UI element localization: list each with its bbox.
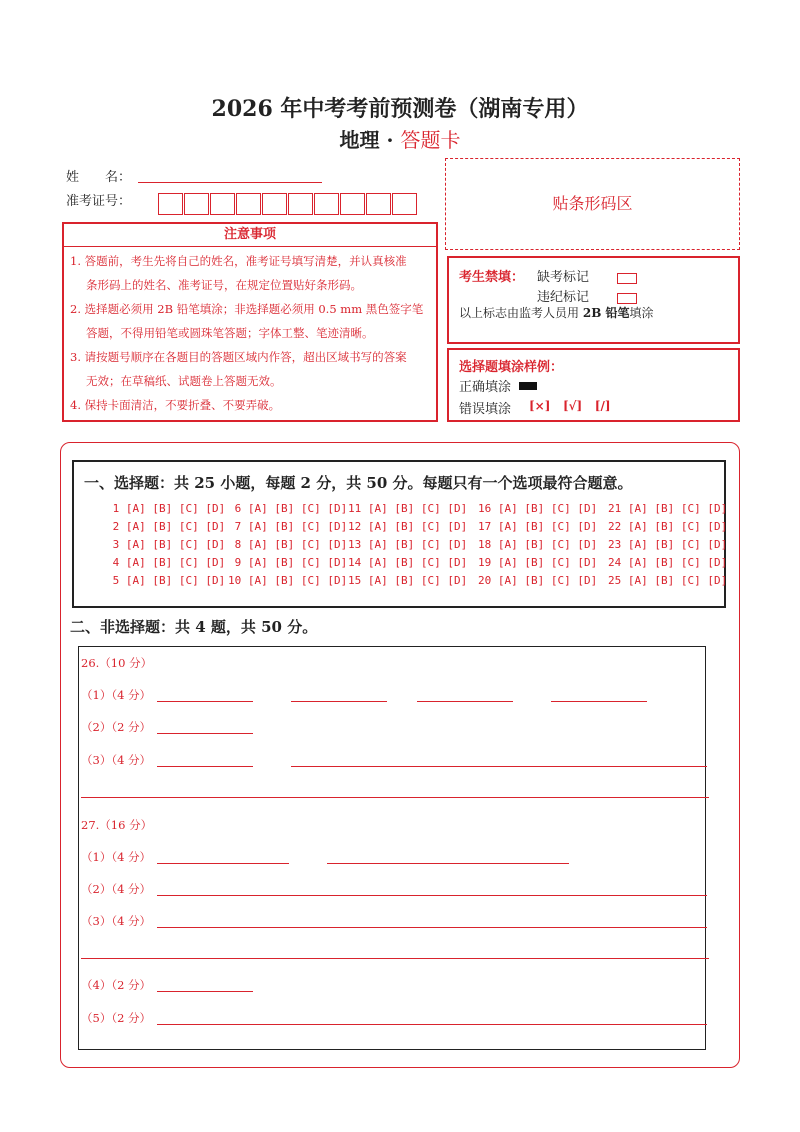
mc-options[interactable]: [A] [B] [C] [D] (125, 574, 226, 587)
mc-question-10[interactable] (228, 574, 347, 587)
mc-question-16[interactable] (478, 502, 597, 515)
mc-options[interactable]: [A] [B] [C] [D] (247, 520, 348, 533)
wrong-fill-label: 错误填涂 (459, 402, 512, 417)
mc-question-number: 14 (348, 556, 368, 569)
wrong-fill-examples (529, 399, 611, 413)
notice-line: 4. 保持卡面清洁，不要折叠、不要弄破。 (70, 398, 281, 412)
mc-question-number: 18 (478, 538, 498, 551)
mc-question-number: 4 (106, 556, 126, 569)
mc-question-2[interactable] (106, 520, 225, 533)
mc-options[interactable]: [A] [B] [C] [D] (627, 502, 728, 515)
name-label: 姓 名： (66, 170, 132, 185)
mc-options[interactable]: [A] [B] [C] [D] (497, 520, 598, 533)
mc-question-11[interactable] (348, 502, 467, 515)
q26-part1-label: （1）（4 分） (81, 688, 152, 702)
id-digit-box[interactable] (158, 193, 183, 215)
mc-options[interactable]: [A] [B] [C] [D] (497, 556, 598, 569)
mc-question-23[interactable] (608, 538, 727, 551)
mc-question-9[interactable] (228, 556, 347, 569)
note-text: 以上标志由监考人员用 (459, 306, 580, 320)
id-digit-box[interactable] (392, 193, 417, 215)
name-field[interactable] (138, 182, 322, 183)
mc-question-15[interactable] (348, 574, 467, 587)
mc-question-7[interactable] (228, 520, 347, 533)
id-digit-box[interactable] (340, 193, 365, 215)
mc-options[interactable]: [A] [B] [C] [D] (125, 556, 226, 569)
answer-line[interactable] (157, 733, 253, 734)
mc-question-number: 5 (106, 574, 126, 587)
non-mc-section (78, 646, 706, 1050)
mc-question-25[interactable] (608, 574, 727, 587)
id-digit-box[interactable] (210, 193, 235, 215)
mc-options[interactable]: [A] [B] [C] [D] (247, 574, 348, 587)
mc-question-number: 13 (348, 538, 368, 551)
mc-options[interactable]: [A] [B] [C] [D] (247, 556, 348, 569)
mc-options[interactable]: [A] [B] [C] [D] (367, 538, 468, 551)
id-digit-box[interactable] (236, 193, 261, 215)
mc-question-number: 23 (608, 538, 628, 551)
mc-question-19[interactable] (478, 556, 597, 569)
mc-question-number: 6 (228, 502, 248, 515)
correct-fill-example (519, 382, 537, 390)
mc-options[interactable]: [A] [B] [C] [D] (497, 574, 598, 587)
answer-line[interactable] (157, 766, 253, 767)
mc-question-number: 16 (478, 502, 498, 515)
page-subtitle (0, 124, 800, 153)
q26-part3-label: （3）（4 分） (81, 753, 152, 767)
sample-box (447, 348, 740, 422)
subtitle-dot: · (386, 128, 394, 152)
mc-options[interactable]: [A] [B] [C] [D] (627, 574, 728, 587)
mc-question-12[interactable] (348, 520, 467, 533)
subject-label: 地理 (339, 128, 380, 152)
forbidden-note (459, 304, 654, 321)
notice-line: 答题，不得用铅笔或圆珠笔答题；字体工整、笔迹清晰。 (86, 326, 374, 340)
mc-question-number: 15 (348, 574, 368, 587)
mc-question-3[interactable] (106, 538, 225, 551)
mc-question-number: 2 (106, 520, 126, 533)
absent-mark-box[interactable] (617, 268, 637, 287)
answer-line[interactable] (327, 863, 569, 864)
mc-question-number: 1 (106, 502, 126, 515)
answer-line[interactable] (551, 701, 647, 702)
mc-options[interactable]: [A] [B] [C] [D] (367, 574, 468, 587)
mc-question-8[interactable] (228, 538, 347, 551)
mc-question-number: 21 (608, 502, 628, 515)
notice-line: 2. 选择题必须用 2B 铅笔填涂；非选择题必须用 0.5 mm 黑色签字笔 (70, 302, 424, 316)
q26-title: 26.（10 分） (81, 656, 153, 670)
mc-options[interactable]: [A] [B] [C] [D] (367, 556, 468, 569)
page-title: 2026 年中考考前预测卷（湖南专用） (211, 96, 589, 122)
mc-question-13[interactable] (348, 538, 467, 551)
mc-question-18[interactable] (478, 538, 597, 551)
mc-question-number: 24 (608, 556, 628, 569)
answer-line[interactable] (81, 958, 709, 959)
mc-question-number: 25 (608, 574, 628, 587)
notice-box (62, 222, 438, 422)
mc-options[interactable]: [A] [B] [C] [D] (367, 502, 468, 515)
mc-options[interactable]: [A] [B] [C] [D] (247, 538, 348, 551)
notice-line: 3. 请按题号顺序在各题目的答题区域内作答，超出区域书写的答案 (70, 350, 407, 364)
forbidden-heading: 考生禁填： (459, 270, 525, 285)
correct-fill-label: 正确填涂 (459, 380, 512, 395)
mc-question-4[interactable] (106, 556, 225, 569)
answer-line[interactable] (417, 701, 513, 702)
answer-line[interactable] (157, 895, 707, 896)
q27-part4-label: （4）（2 分） (81, 978, 152, 992)
mc-options[interactable]: [A] [B] [C] [D] (367, 520, 468, 533)
mc-question-number: 7 (228, 520, 248, 533)
note-text: 填涂 (629, 306, 654, 320)
mc-options[interactable]: [A] [B] [C] [D] (247, 502, 348, 515)
id-digit-box[interactable] (288, 193, 313, 215)
wrong-mark-x: [×] (529, 399, 551, 413)
answer-card-label: 答题卡 (400, 128, 461, 152)
mc-question-6[interactable] (228, 502, 347, 515)
mc-options[interactable]: [A] [B] [C] [D] (125, 538, 226, 551)
mc-options[interactable]: [A] [B] [C] [D] (125, 502, 226, 515)
mc-question-number: 10 (228, 574, 248, 587)
mc-question-number: 20 (478, 574, 498, 587)
q27-title: 27.（16 分） (81, 818, 153, 832)
answer-line[interactable] (157, 991, 253, 992)
q27-part5-label: （5）（2 分） (81, 1011, 152, 1025)
answer-line[interactable] (157, 927, 707, 928)
notice-heading: 注意事项 (64, 224, 436, 247)
id-digit-box[interactable] (366, 193, 391, 215)
mc-question-24[interactable] (608, 556, 727, 569)
mc-question-number: 19 (478, 556, 498, 569)
mc-question-21[interactable] (608, 502, 727, 515)
mc-options[interactable]: [A] [B] [C] [D] (627, 556, 728, 569)
mc-question-number: 8 (228, 538, 248, 551)
answer-line[interactable] (291, 766, 707, 767)
mc-question-20[interactable] (478, 574, 597, 587)
answer-line[interactable] (157, 863, 289, 864)
notice-line: 条形码上的姓名、准考证号，在规定位置贴好条形码。 (86, 278, 362, 292)
mc-question-number: 11 (348, 502, 368, 515)
mc-question-number: 3 (106, 538, 126, 551)
q27-part2-label: （2）（4 分） (81, 882, 152, 896)
answer-line[interactable] (81, 797, 709, 798)
mc-question-22[interactable] (608, 520, 727, 533)
wrong-mark-slash: [/] (594, 399, 611, 413)
mc-heading: 一、选择题：共 25 小题，每题 2 分，共 50 分。每题只有一个选项最符合题意。 (84, 474, 633, 492)
sample-heading: 选择题填涂样例： (459, 360, 564, 375)
absent-mark-label: 缺考标记 (537, 270, 590, 285)
mc-question-number: 12 (348, 520, 368, 533)
mc-question-17[interactable] (478, 520, 597, 533)
mc-question-number: 9 (228, 556, 248, 569)
id-digit-box[interactable] (262, 193, 287, 215)
exam-id-label: 准考证号： (66, 194, 132, 209)
q26-part2-label: （2）（2 分） (81, 720, 152, 734)
mc-options[interactable]: [A] [B] [C] [D] (497, 502, 598, 515)
forbidden-box (447, 256, 740, 344)
id-digit-box[interactable] (184, 193, 209, 215)
mc-options[interactable]: [A] [B] [C] [D] (125, 520, 226, 533)
q27-part3-label: （3）（4 分） (81, 914, 152, 928)
mc-options[interactable]: [A] [B] [C] [D] (627, 520, 728, 533)
mc-question-1[interactable] (106, 502, 225, 515)
mc-question-number: 17 (478, 520, 498, 533)
answer-line[interactable] (157, 701, 253, 702)
mc-options[interactable]: [A] [B] [C] [D] (627, 538, 728, 551)
exam-id-boxes[interactable] (158, 193, 418, 215)
answer-line[interactable] (291, 701, 387, 702)
q27-part1-label: （1）（4 分） (81, 850, 152, 864)
mc-options[interactable]: [A] [B] [C] [D] (497, 538, 598, 551)
barcode-label: 贴条形码区 (552, 194, 633, 213)
notice-line: 1. 答题前，考生先将自己的姓名，准考证号填写清楚，并认真核准 (70, 254, 407, 268)
mc-question-5[interactable] (106, 574, 225, 587)
notice-line: 无效；在草稿纸、试题卷上答题无效。 (86, 374, 282, 388)
mc-question-14[interactable] (348, 556, 467, 569)
non-mc-heading: 二、非选择题：共 4 题，共 50 分。 (70, 618, 318, 636)
mc-question-number: 22 (608, 520, 628, 533)
note-bold-text: 2B 铅笔 (582, 306, 630, 320)
multiple-choice-section (72, 460, 726, 608)
barcode-area (445, 158, 740, 250)
answer-line[interactable] (157, 1024, 707, 1025)
id-digit-box[interactable] (314, 193, 339, 215)
violation-mark-label: 违纪标记 (537, 290, 590, 305)
wrong-mark-check: [√] (562, 399, 583, 413)
